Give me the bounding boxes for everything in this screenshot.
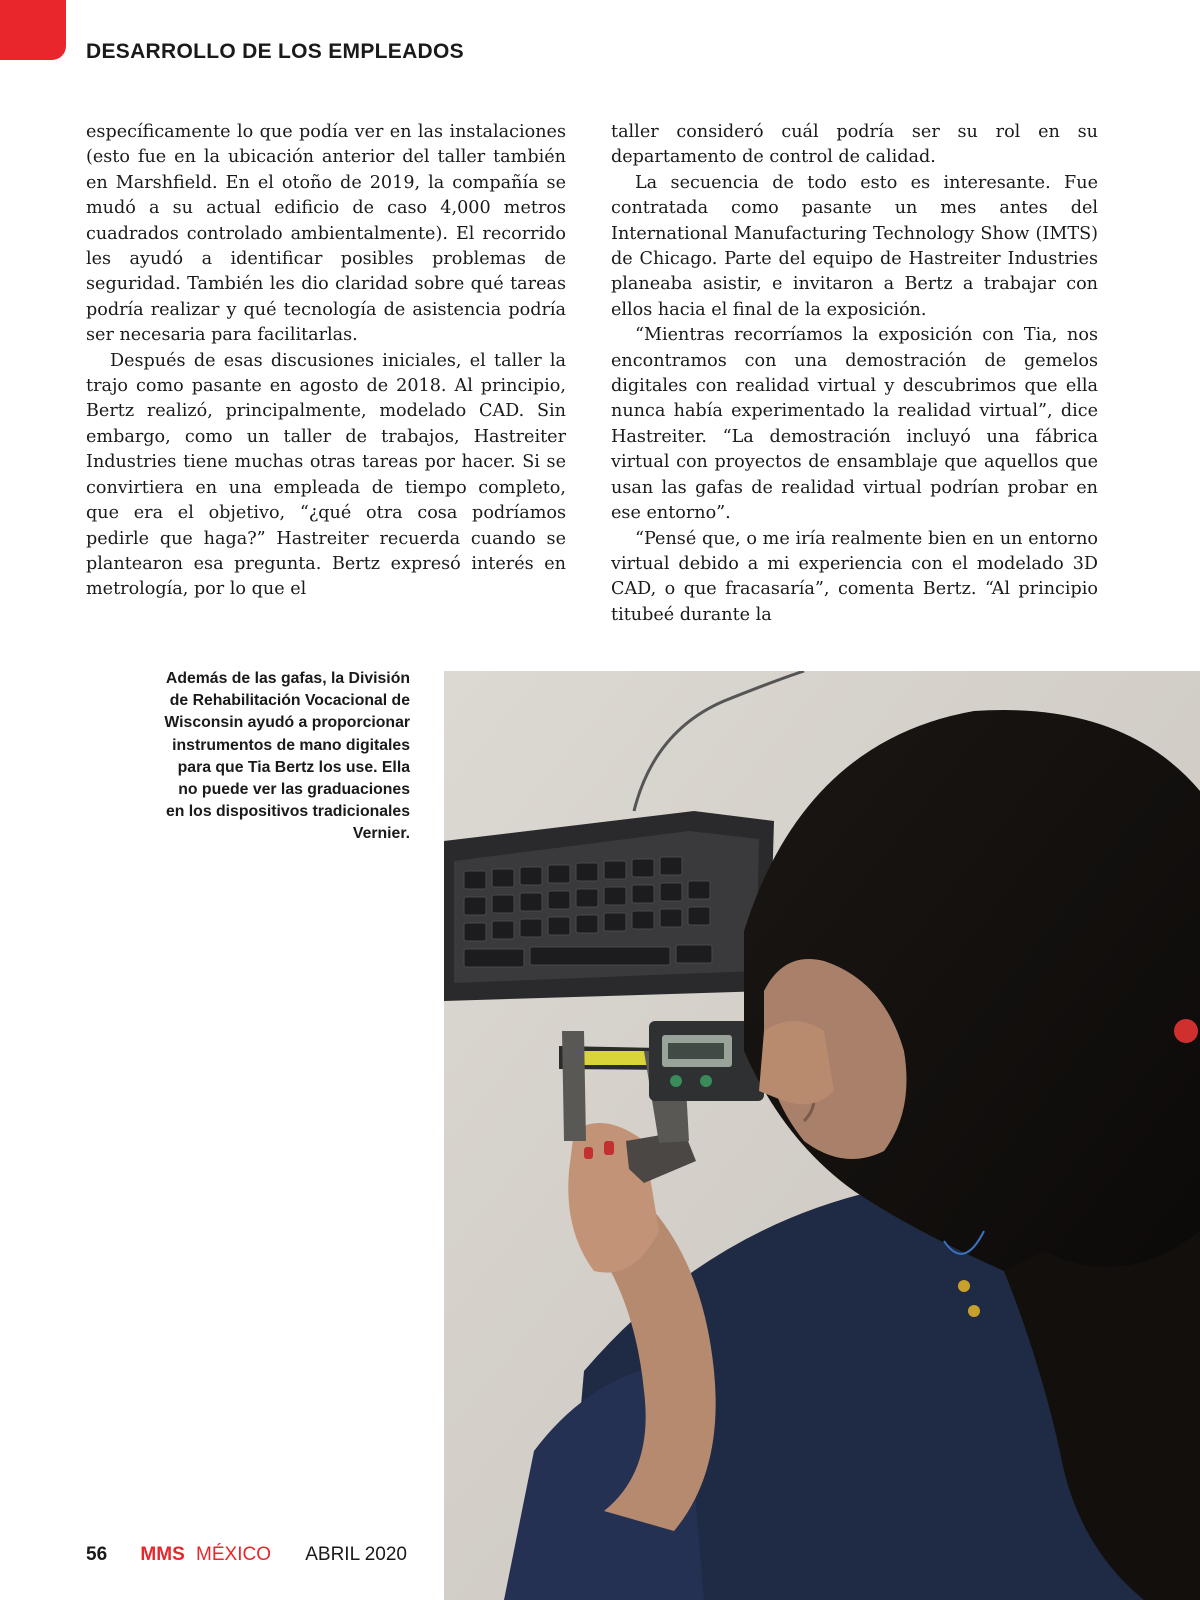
magazine-brand-sub: MÉXICO <box>196 1544 271 1565</box>
article-column-right <box>611 120 1098 628</box>
paragraph: Después de esas discusiones iniciales, el taller la trajo como pasante en agosto de 2018. Al principio, Bertz realizó, principalmente, modelado CAD. Sin embargo, como un taller de trabajos, Hastreiter Industries tiene muchas otras tareas por hacer. Si se convirtiera en una empleada de tiempo completo, que era el objetivo, “¿qué otra cosa podríamos pedirle que haga?” Hastreiter recuerda cuando se plantearon esa pregunta. Bertz expresó interés en metrología, por lo que el <box>86 350 566 600</box>
section-title: DESARROLLO DE LOS EMPLEADOS <box>86 40 464 63</box>
section-color-tab <box>0 0 66 60</box>
paragraph: “Mientras recorríamos la exposición con Tia, nos encontramos con una demostración de gemelos digitales con realidad virtual y descubrimos que ella nunca había experimentado la realidad virtual”, dice Hastreiter. “La demostración incluyó una fábrica virtual con proyectos de ensamblaje que aquellos que usan las gafas de realidad virtual podrían probar en ese entorno”. <box>611 325 1098 524</box>
issue-date: ABRIL 2020 <box>305 1544 407 1565</box>
paragraph: taller consideró cuál podría ser su rol en su departamento de control de calidad. <box>611 122 1098 168</box>
photo-woman-measuring-with-caliper <box>444 671 1200 1600</box>
keyboard-illustration <box>444 811 774 1001</box>
page-number: 56 <box>86 1544 108 1565</box>
photo-caption: Además de las gafas, la División de Rehabilitación Vocacional de Wisconsin ayudó a proporcionar instrumentos de mano digitales para que Tia Bertz los use. Ella no puede ver las graduaciones en los dispositivos tradicionales Vernier. <box>164 670 410 843</box>
paragraph: específicamente lo que podía ver en las instalaciones (esto fue en la ubicación anterior del taller también en Marshfield. En el otoño de 2019, la compañía se mudó a su actual edificio de caso 4,000 metros cuadrados controlado ambientalmente). El recorrido les ayudó a identificar posibles problemas de seguridad. También les dio claridad sobre qué tareas podría realizar y qué tecnología de asistencia podría ser necesaria para facilitarlas. <box>86 122 566 346</box>
paragraph: La secuencia de todo esto es interesante. Fue contratada como pasante un mes antes del International Manufacturing Technology Show (IMTS) de Chicago. Parte del equipo de Hastreiter Industries planeaba asistir, e invitaron a Bertz a trabajar con ellos hacia el final de la exposición. <box>611 172 1098 320</box>
page-footer <box>86 1544 407 1566</box>
article-column-left <box>86 120 566 603</box>
magazine-brand: MMS <box>140 1544 185 1565</box>
paragraph: “Pensé que, o me iría realmente bien en un entorno virtual debido a mi experiencia con el modelado 3D CAD, o que fracasaría”, comenta Bertz. “Al principio titubeé durante la <box>611 528 1098 625</box>
